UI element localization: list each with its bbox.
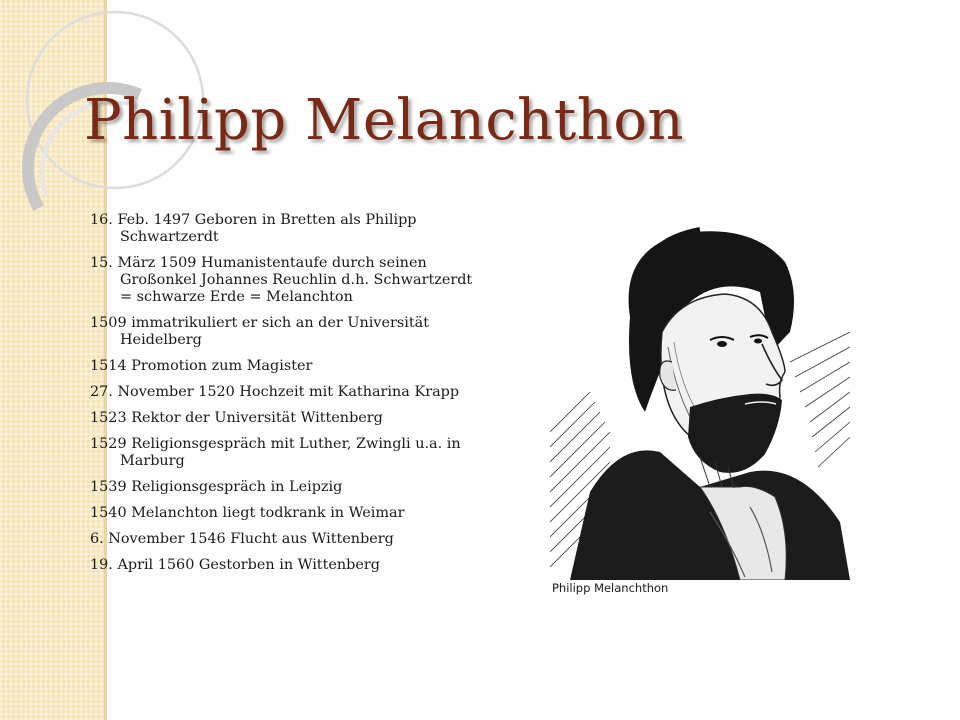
timeline-item: 6. November 1546 Flucht aus Wittenberg <box>90 531 394 547</box>
timeline-item: 19. April 1560 Gestorben in Wittenberg <box>90 557 380 573</box>
timeline-list <box>90 212 475 583</box>
portrait-image <box>550 222 850 580</box>
timeline-item: 1539 Religionsgespräch in Leipzig <box>90 479 343 495</box>
timeline-item: 15. März 1509 Humanistentaufe durch seinen Großonkel Johannes Reuchlin d.h. Schwartzerdt = schwarze Erde = Melanchton <box>90 255 473 305</box>
slide-title: Philipp Melanchthon <box>84 88 685 153</box>
timeline-item: 1529 Religionsgespräch mit Luther, Zwingli u.a. in Marburg <box>90 436 461 469</box>
timeline-item: 27. November 1520 Hochzeit mit Katharina Krapp <box>90 384 460 400</box>
portrait-caption: Philipp Melanchthon <box>552 581 669 595</box>
timeline-item: 1509 immatrikuliert er sich an der Universität Heidelberg <box>90 315 430 348</box>
timeline-item: 1514 Promotion zum Magister <box>90 358 313 374</box>
timeline-item: 1540 Melanchton liegt todkrank in Weimar <box>90 505 405 521</box>
timeline-item: 1523 Rektor der Universität Wittenberg <box>90 410 383 426</box>
timeline-item: 16. Feb. 1497 Geboren in Bretten als Philipp Schwartzerdt <box>90 212 417 245</box>
